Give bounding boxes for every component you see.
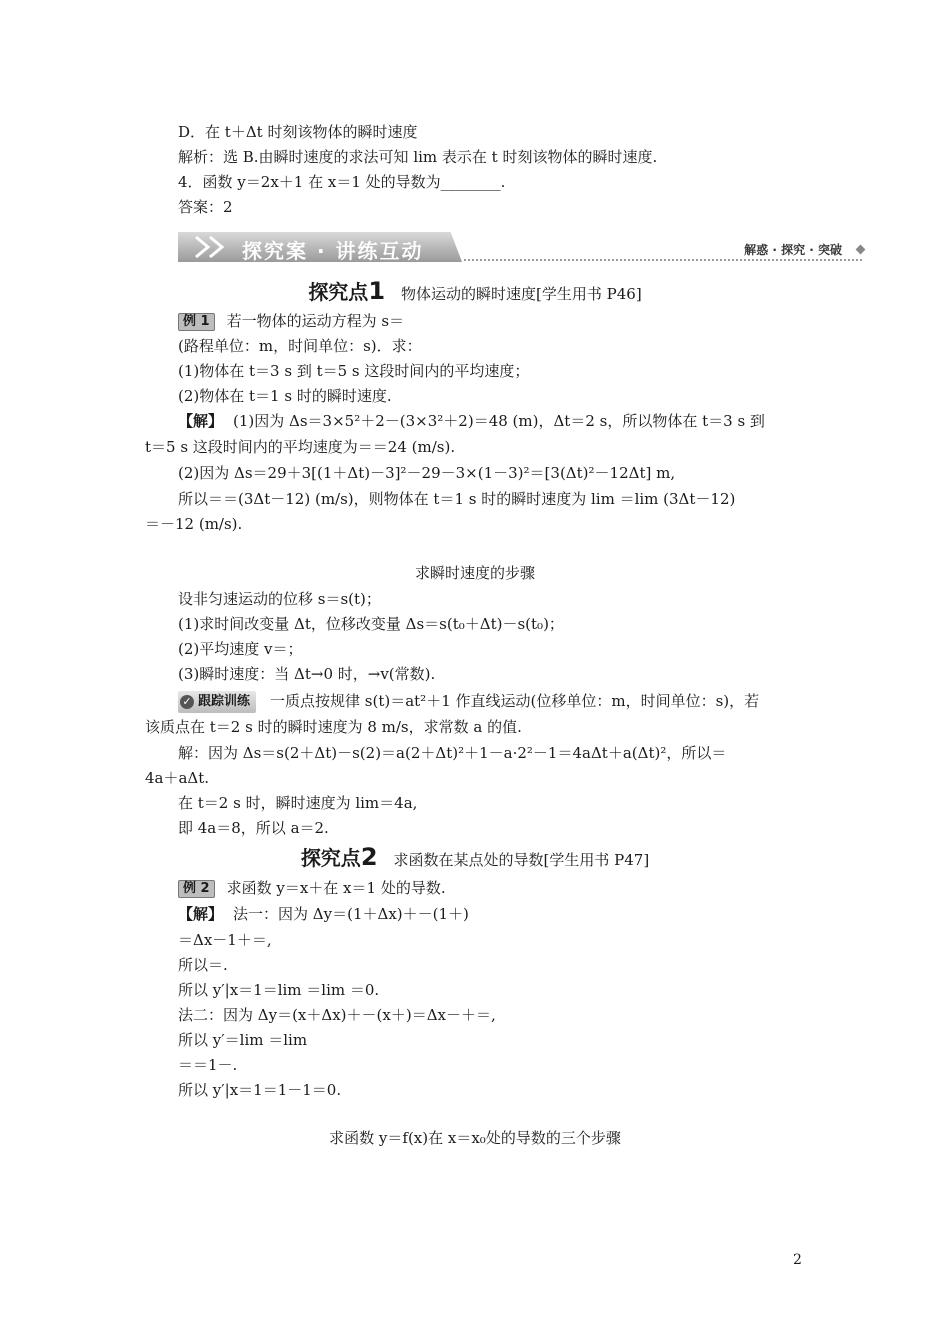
diamond-icon — [856, 245, 866, 255]
solution-bracket: 【解】 — [178, 412, 224, 430]
training-tag-label: 跟踪训练 — [198, 694, 251, 709]
solution-line: 法一：因为 Δy＝(1＋Δx)＋－(1＋) — [233, 905, 469, 923]
section-number: 2 — [360, 843, 378, 871]
section-2-heading — [0, 842, 950, 871]
section-subtitle: 求函数在某点处的导数[学生用书 P47] — [393, 851, 650, 869]
section-subtitle: 物体运动的瞬时速度[学生用书 P46] — [401, 285, 642, 303]
section-number: 1 — [368, 277, 386, 305]
solution-line: 所以 y′＝lim ＝lim — [178, 1031, 308, 1049]
solution-line: ＝－12 (m/s). — [145, 515, 243, 533]
training-line: 一质点按规律 s(t)＝at²＋1 作直线运动(位移单位：m，时间单位：s)，若 — [270, 692, 760, 710]
training-line: 4a＋aΔt. — [145, 769, 210, 787]
steps-1-line: (3)瞬时速度：当 Δt→0 时，→v(常数). — [178, 665, 436, 683]
example-tag: 例 2 — [178, 880, 215, 898]
solution-bracket: 【解】 — [178, 905, 224, 923]
steps-1-title: 求瞬时速度的步骤 — [414, 564, 535, 582]
training-tag — [178, 691, 256, 713]
example-1-line: (1)物体在 t＝3 s 到 t＝5 s 这段时间内的平均速度； — [178, 362, 530, 380]
banner-dotted-line — [464, 259, 862, 261]
solution-line: t＝5 s 这段时间内的平均速度为＝＝24 (m/s). — [145, 438, 456, 456]
steps-1-line: 设非匀速运动的位移 s＝s(t)； — [178, 590, 381, 608]
solution-line: 所以＝. — [178, 956, 228, 974]
example-1-line: (路程单位：m，时间单位：s)．求： — [178, 337, 422, 355]
example-tag: 例 1 — [178, 313, 215, 331]
solution-line: (2)因为 Δs＝29＋3[(1＋Δt)－3]²－29－3×(1－3)²＝[3(Δt)²－12Δt] m, — [178, 464, 676, 482]
training-line: 在 t＝2 s 时，瞬时速度为 lim＝4a, — [178, 794, 418, 812]
solution-line: 所以 y′|x＝1＝1－1＝0. — [178, 1081, 342, 1099]
check-icon: ✓ — [180, 695, 194, 709]
section-banner — [178, 232, 868, 264]
section-1-heading — [0, 276, 950, 305]
analysis-text: 解析：选 B.由瞬时速度的求法可知 lim 表示在 t 时刻该物体的瞬时速度. — [178, 148, 658, 166]
answer-text: 答案：2 — [178, 198, 233, 216]
example-2-question — [178, 877, 446, 899]
training-first-line — [178, 690, 759, 713]
question-4: 4．函数 y＝2x＋1 在 x＝1 处的导数为________. — [178, 173, 506, 191]
training-line: 解：因为 Δs＝s(2＋Δt)－s(2)＝a(2＋Δt)²＋1－a·2²－1＝4aΔt＋a(Δt)²，所以＝ — [178, 744, 727, 762]
section-label: 探究点 — [300, 846, 361, 870]
banner-right-text: 解惑 · 探究 · 突破 — [744, 243, 842, 257]
training-line: 该质点在 t＝2 s 时的瞬时速度为 8 m/s，求常数 a 的值. — [145, 718, 522, 736]
example-1-line: 若一物体的运动方程为 s＝ — [226, 312, 405, 330]
steps-1-line: (2)平均速度 v＝； — [178, 640, 303, 658]
solution-line: 所以 y′|x＝1＝lim ＝lim ＝0. — [178, 981, 380, 999]
solution-line: ＝＝1－. — [178, 1056, 238, 1074]
chevron-arrows-icon — [192, 235, 238, 259]
training-line: 即 4a＝8，所以 a＝2. — [178, 819, 329, 837]
option-d: D．在 t＋Δt 时刻该物体的瞬时速度 — [178, 123, 418, 141]
solution-line: 所以＝＝(3Δt－12) (m/s)，则物体在 t＝1 s 时的瞬时速度为 lim ＝lim (3Δt－12) — [178, 490, 736, 508]
example-2-text: 求函数 y＝x＋在 x＝1 处的导数. — [226, 879, 446, 897]
banner-title: 探究案 · 讲练互动 — [242, 239, 424, 263]
steps-2-title: 求函数 y＝f(x)在 x＝x₀处的导数的三个步骤 — [329, 1129, 621, 1147]
example-1-solution — [178, 410, 765, 432]
example-1-line: (2)物体在 t＝1 s 时的瞬时速度. — [178, 387, 392, 405]
page-number: 2 — [793, 1252, 802, 1268]
example-1-question — [178, 310, 404, 332]
solution-line: ＝Δx－1＋＝, — [178, 931, 272, 949]
section-label: 探究点 — [308, 280, 369, 304]
solution-line: (1)因为 Δs＝3×5²＋2－(3×3²＋2)＝48 (m)，Δt＝2 s，所以物体在 t＝3 s 到 — [233, 412, 765, 430]
steps-1-line: (1)求时间改变量 Δt，位移改变量 Δs＝s(t₀＋Δt)－s(t₀)； — [178, 615, 564, 633]
example-2-solution — [178, 903, 469, 925]
solution-line: 法二：因为 Δy＝(x＋Δx)＋－(x＋)＝Δx－＋＝, — [178, 1006, 496, 1024]
